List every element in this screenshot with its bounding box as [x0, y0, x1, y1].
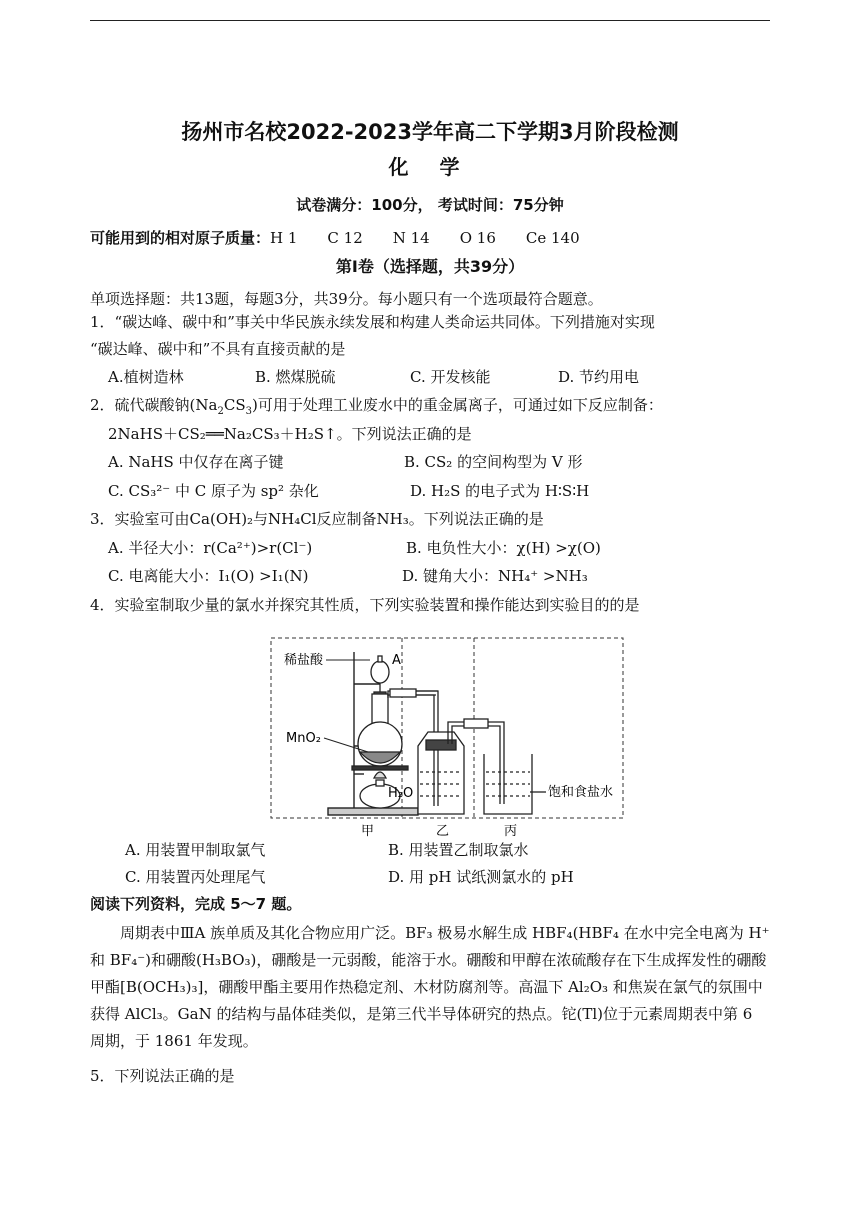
- reading-paragraph: 周期表中ⅢA 族单质及其化合物应用广泛。BF₃ 极易水解生成 HBF₄(HBF₄ 在水中完全电离为 H⁺和 BF₄⁻)和硼酸(H₃BO₃)，硼酸是一元弱酸，能溶于水。硼酸和甲醇在浓硫酸存在下生成挥发性的硼酸甲酯[B(OCH₃)₃]，硼酸甲酯主要用作热稳定剂、木材防腐剂等。高温下 Al₂O₃ 和焦炭在氯气的氛围中获得 AlCl₃。GaN 的结构与晶体硅类似，是第三代半导体研究的热点。铊(Tl)位于元素周期表中第 6 周期，于 1861 年发现。: [90, 924, 770, 1050]
- q1-option-c: C. 开发核能: [410, 368, 491, 386]
- q2-option-a: A. NaHS 中仅存在离子键: [108, 453, 284, 471]
- q4-apparatus-figure: [268, 634, 628, 840]
- q1-stem-line1: 1．“碳达峰、碳中和”事关中华民族永续发展和构建人类命运共同体。下列措施对实现: [90, 313, 655, 331]
- q2-stem-mid: CS: [223, 396, 246, 414]
- q4-option-b: B. 用装置乙制取氯水: [388, 841, 529, 859]
- q3-stem: 3．实验室可由Ca(OH)₂与NH₄Cl反应制备NH₃。下列说法正确的是: [90, 510, 544, 528]
- label-a: A: [392, 653, 401, 668]
- q3-option-b: B. 电负性大小：χ(H) >χ(O): [406, 539, 601, 557]
- q2-equation: 2NaHS＋CS₂══Na₂CS₃＋H₂S↑。下列说法正确的是: [108, 425, 472, 443]
- reading-heading: 阅读下列资料，完成 5～7 题。: [90, 895, 302, 913]
- q2-option-c: C. CS₃²⁻ 中 C 原子为 sp² 杂化: [108, 482, 319, 500]
- q4-option-a: A. 用装置甲制取氯气: [125, 841, 266, 859]
- q3-option-d: D. 键角大小：NH₄⁺ >NH₃: [402, 567, 588, 585]
- label-h2o: H₂O: [388, 786, 414, 801]
- q4-option-d: D. 用 pH 试纸测氯水的 pH: [388, 868, 574, 886]
- q3-option-c: C. 电离能大小：I₁(O) >I₁(N): [108, 567, 309, 585]
- atomic-mass-values: H 1 C 12 N 14 O 16 Ce 140: [270, 229, 580, 247]
- exam-title: 扬州市名校2022-2023学年高二下学期3月阶段检测: [181, 120, 679, 144]
- exam-info: 试卷满分：100分， 考试时间：75分钟: [296, 196, 564, 214]
- q1-option-b: B. 燃煤脱硫: [255, 368, 336, 386]
- label-saturated-brine: 饱和食盐水: [548, 785, 614, 800]
- q2-stem-pre: 2．硫代碳酸钠(Na: [90, 396, 218, 414]
- label-dilute-hcl: 稀盐酸: [284, 653, 324, 668]
- q4-stem: 4．实验室制取少量的氯水并探究其性质，下列实验装置和操作能达到实验目的的是: [90, 596, 640, 614]
- label-mno2: MnO₂: [286, 731, 321, 746]
- label-jia: 甲: [361, 824, 375, 839]
- instructions: 单项选择题：共13题，每题3分，共39分。每小题只有一个选项最符合题意。: [90, 290, 603, 308]
- q1-option-a: A.植树造林: [108, 368, 184, 386]
- q2-option-b: B. CS₂ 的空间构型为 V 形: [404, 453, 583, 471]
- beaker: [484, 754, 546, 814]
- label-bing: 丙: [504, 824, 518, 839]
- q3-option-a: A. 半径大小：r(Ca²⁺)>r(Cl⁻): [108, 539, 313, 557]
- subject-title: 化 学: [388, 155, 472, 179]
- q1-option-d: D. 节约用电: [558, 368, 640, 386]
- top-rule: [90, 20, 770, 21]
- q2-stem: 2．硫代碳酸钠$(Na_2CS_3)$可用于处理工业废水中的重金属离子，可通过如下反应制备：: [90, 396, 663, 417]
- q2-option-d: D. H₂S 的电子式为 H∶S∶H: [410, 482, 590, 500]
- round-bottom-flask: [352, 694, 408, 770]
- section-title: 第Ⅰ卷（选择题，共39分）: [335, 257, 525, 276]
- q2-stem-post: )可用于处理工业废水中的重金属离子，可通过如下反应制备：: [251, 396, 663, 414]
- atomic-mass-label: 可能用到的相对原子质量：: [90, 229, 271, 247]
- gas-washing-bottle: [418, 719, 504, 814]
- atomic-mass-line: [90, 228, 580, 248]
- q4-option-c: C. 用装置丙处理尾气: [125, 868, 266, 886]
- q5-stem: 5．下列说法正确的是: [90, 1067, 235, 1085]
- label-yi: 乙: [436, 824, 450, 839]
- q1-stem-line2: “碳达峰、碳中和”不具有直接贡献的是: [90, 340, 346, 358]
